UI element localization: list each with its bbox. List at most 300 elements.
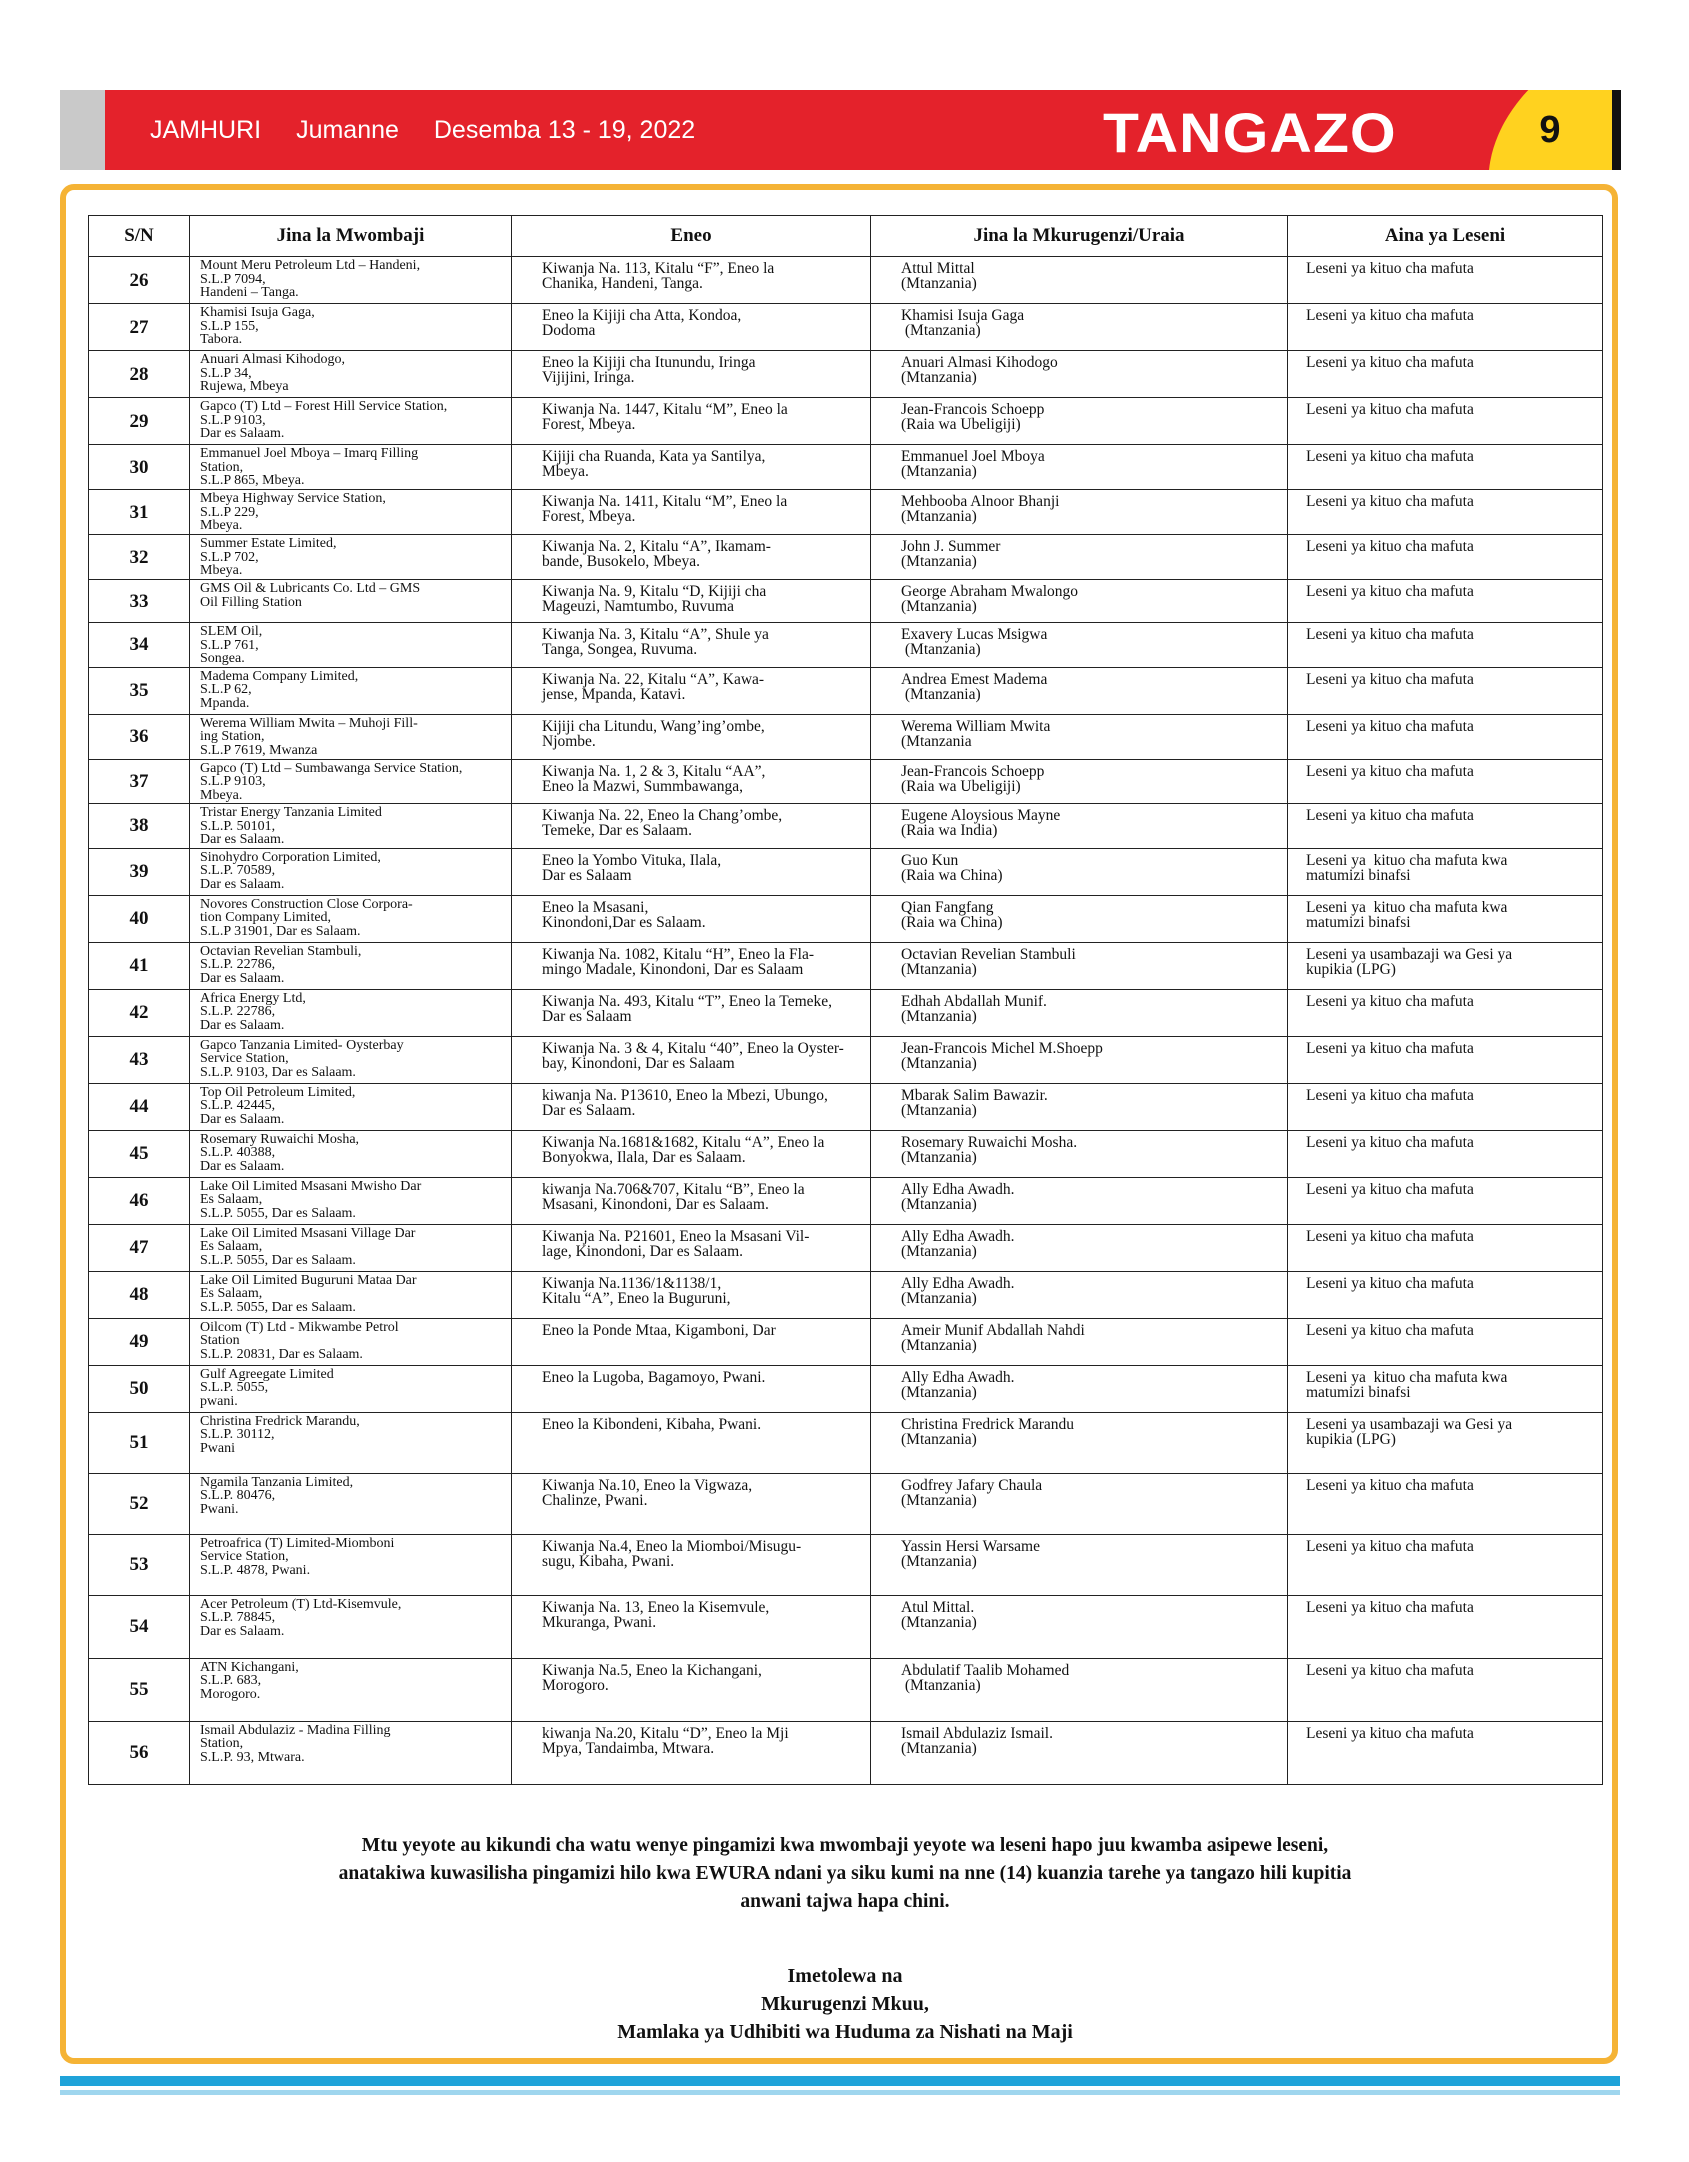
director-line: (Mtanzania) <box>901 641 981 658</box>
license-line: Leseni ya kituo cha mafuta <box>1306 1274 1474 1292</box>
director-cell-content <box>901 1085 1283 1118</box>
applicant-line: Gapco (T) Ltd – Forest Hill Service Station, <box>200 399 448 414</box>
director-cell <box>871 1036 1288 1083</box>
signature-line: Mamlaka ya Udhibiti wa Huduma za Nishati na Maji <box>617 2021 1073 2043</box>
location-cell-content <box>542 761 866 794</box>
applicant-cell-content <box>200 805 507 847</box>
applicant-cell-content <box>200 446 507 488</box>
license-line: Leseni ya kituo cha mafuta <box>1306 538 1474 555</box>
applicant-line: S.L.P 702, <box>200 549 259 565</box>
table-row <box>89 1224 1603 1271</box>
director-line: Ameir Munif Abdallah Nahdi <box>901 1321 1085 1339</box>
license-line: Leseni ya kituo cha mafuta <box>1306 354 1474 371</box>
license-line: Leseni ya kituo cha mafuta <box>1306 1133 1474 1151</box>
license-line: Leseni ya kituo cha mafuta <box>1306 401 1474 418</box>
director-cell <box>871 535 1288 580</box>
row-sn: 47 <box>89 1224 190 1271</box>
director-cell <box>871 1177 1288 1224</box>
director-line: Jean-Francois Schoepp <box>901 762 1045 780</box>
location-cell-content <box>542 1179 866 1212</box>
location-cell-content <box>542 536 866 569</box>
location-cell <box>512 445 871 490</box>
row-sn: 54 <box>89 1595 190 1658</box>
license-type-cell <box>1288 1177 1603 1224</box>
location-line: Kiwanja Na. 2, Kitalu “A”, Ikamam- <box>542 538 771 555</box>
license-line: Leseni ya kituo cha mafuta <box>1306 1039 1474 1057</box>
license-line: Leseni ya kituo cha mafuta <box>1306 1086 1474 1104</box>
applicant-line: S.L.P. 20831, Dar es Salaam. <box>200 1346 363 1362</box>
director-line: (Mtanzania <box>901 732 972 750</box>
applicant-cell-content <box>200 1660 507 1702</box>
license-type-cell <box>1288 580 1603 623</box>
license-type-cell <box>1288 304 1603 351</box>
applicant-line: S.L.P. 78845, <box>200 1610 276 1625</box>
applicant-line: Sinohydro Corporation Limited, <box>200 849 381 865</box>
location-line: Kiwanja Na.10, Eneo la Vigwaza, <box>542 1476 753 1494</box>
location-cell <box>512 1224 871 1271</box>
applicant-line: Lake Oil Limited Msasani Village Dar <box>200 1225 416 1241</box>
license-type-cell-content <box>1306 1414 1598 1447</box>
location-line: Vijijini, Iringa. <box>542 369 635 386</box>
applicant-line: GMS Oil & Lubricants Co. Ltd – GMS <box>200 581 421 596</box>
applicant-line: S.L.P. 4878, Pwani. <box>200 1562 311 1578</box>
location-line: lage, Kinondoni, Dar es Salaam. <box>542 1242 744 1260</box>
row-sn: 56 <box>89 1721 190 1784</box>
objection-notice <box>200 1832 1490 1916</box>
applicant-line: S.L.P. 683, <box>200 1673 262 1688</box>
table-row <box>89 1721 1603 1784</box>
applicant-cell <box>190 398 512 445</box>
location-cell-content <box>542 581 866 614</box>
applicant-line: Dar es Salaam. <box>200 1017 285 1033</box>
license-type-cell-content <box>1306 581 1598 599</box>
location-cell <box>512 490 871 535</box>
notice-line: anatakiwa kuwasilisha pingamizi hilo kwa EWURA ndani ya siku kumi na nne (14) kuanzia tarehe ya tangazo hili kupitia <box>338 1863 1352 1884</box>
col-header-sn: S/N <box>89 216 190 257</box>
director-line: Werema William Mwita <box>901 717 1051 735</box>
applicant-line: S.L.P. 42445, <box>200 1098 276 1113</box>
location-cell <box>512 257 871 304</box>
location-line: Mkuranga, Pwani. <box>542 1613 657 1631</box>
license-type-cell-content <box>1306 897 1598 930</box>
license-type-cell-content <box>1306 805 1598 823</box>
applicant-line: S.L.P. 30112, <box>200 1427 275 1442</box>
director-line: (Mtanzania) <box>901 1054 977 1072</box>
director-line: (Mtanzania) <box>901 1552 977 1570</box>
license-type-cell <box>1288 1412 1603 1473</box>
applicant-line: Mbeya. <box>200 787 243 803</box>
row-sn: 39 <box>89 848 190 895</box>
location-cell-content <box>542 805 866 838</box>
location-line: Eneo la Ponde Mtaa, Kigamboni, Dar <box>542 1321 776 1339</box>
location-line: Msasani, Kinondoni, Dar es Salaam. <box>542 1195 769 1213</box>
director-cell-content <box>901 1536 1283 1569</box>
applicant-cell <box>190 1083 512 1130</box>
director-line: (Raia wa Ubeligiji) <box>901 416 1021 433</box>
applicant-cell <box>190 1318 512 1365</box>
applicant-line: Station, <box>200 1736 244 1751</box>
director-cell-content <box>901 944 1283 977</box>
director-line: Jean-Francois Michel M.Shoepp <box>901 1039 1103 1057</box>
director-cell-content <box>901 399 1283 432</box>
license-type-cell <box>1288 1130 1603 1177</box>
location-line: kiwanja Na.706&707, Kitalu “B”, Eneo la <box>542 1180 805 1198</box>
director-line: Andrea Emest Madema <box>901 670 1048 688</box>
director-line: (Mtanzania) <box>901 463 977 480</box>
location-line: bande, Busokelo, Mbeya. <box>542 553 700 570</box>
director-line: (Raia wa China) <box>901 866 1003 884</box>
director-cell <box>871 942 1288 989</box>
director-cell <box>871 1365 1288 1412</box>
director-cell <box>871 1412 1288 1473</box>
license-line: matumizi binafsi <box>1306 866 1411 884</box>
applicant-line: Morogoro. <box>200 1686 261 1702</box>
location-line: Kiwanja Na. 3, Kitalu “A”, Shule ya <box>542 626 769 643</box>
applicant-cell <box>190 1271 512 1318</box>
director-cell-content <box>901 305 1283 338</box>
applicant-cell <box>190 1473 512 1534</box>
director-cell <box>871 667 1288 714</box>
director-line: (Mtanzania) <box>901 1148 977 1166</box>
row-sn: 33 <box>89 580 190 623</box>
location-cell <box>512 895 871 942</box>
location-cell <box>512 1130 871 1177</box>
location-cell-content <box>542 1597 866 1630</box>
applicant-line: S.L.P. 9103, Dar es Salaam. <box>200 1064 356 1080</box>
row-sn: 28 <box>89 351 190 398</box>
applicant-line: Mbeya. <box>200 518 243 533</box>
license-line: Leseni ya kituo cha mafuta <box>1306 717 1474 735</box>
director-line: Mbarak Salim Bawazir. <box>901 1086 1048 1104</box>
director-cell-content <box>901 761 1283 794</box>
header-grey-block <box>60 90 105 170</box>
license-type-cell-content <box>1306 399 1598 417</box>
director-cell <box>871 580 1288 623</box>
director-cell <box>871 1473 1288 1534</box>
director-cell <box>871 445 1288 490</box>
director-cell-content <box>901 850 1283 883</box>
license-line: Leseni ya kituo cha mafuta kwa <box>1306 851 1508 869</box>
applicant-cell-content <box>200 1320 507 1362</box>
location-cell-content <box>542 1414 866 1432</box>
applicant-line: S.L.P. 5055, Dar es Salaam. <box>200 1205 356 1221</box>
director-cell <box>871 848 1288 895</box>
director-line: Emmanuel Joel Mboya <box>901 448 1045 465</box>
license-type-cell-content <box>1306 352 1598 370</box>
director-line: Exavery Lucas Msigwa <box>901 626 1048 643</box>
applicant-line: Pwani. <box>200 1501 239 1517</box>
applicant-line: Es Salaam, <box>200 1286 263 1301</box>
applicant-cell <box>190 1721 512 1784</box>
location-cell <box>512 1177 871 1224</box>
row-sn: 29 <box>89 398 190 445</box>
director-line: (Mtanzania) <box>901 1613 977 1631</box>
row-sn: 34 <box>89 623 190 668</box>
location-cell <box>512 1318 871 1365</box>
applicant-cell-content <box>200 491 507 533</box>
applicant-cell <box>190 759 512 804</box>
applicant-line: Service Station, <box>200 1051 289 1066</box>
director-line: Godfrey Jafary Chaula <box>901 1476 1043 1494</box>
director-cell <box>871 1721 1288 1784</box>
applicant-cell-content <box>200 944 507 986</box>
notice-line: anwani tajwa hapa chini. <box>740 1891 950 1912</box>
applicant-cell-content <box>200 716 507 758</box>
director-line: (Mtanzania) <box>901 1336 977 1354</box>
license-line: matumizi binafsi <box>1306 1383 1411 1401</box>
license-line: Leseni ya kituo cha mafuta <box>1306 1180 1474 1198</box>
location-line: Kijiji cha Litundu, Wang’ing’ombe, <box>542 717 765 735</box>
license-type-cell-content <box>1306 991 1598 1009</box>
applicant-line: Ngamila Tanzania Limited, <box>200 1474 354 1490</box>
location-cell <box>512 1036 871 1083</box>
applicant-cell <box>190 1130 512 1177</box>
table-row <box>89 1365 1603 1412</box>
director-line: John J. Summer <box>901 538 1001 555</box>
location-line: Eneo la Kijiji cha Atta, Kondoa, <box>542 307 742 324</box>
applicant-line: Dar es Salaam. <box>200 1111 285 1127</box>
applicant-cell <box>190 804 512 849</box>
table-row <box>89 1658 1603 1721</box>
applicant-cell-content <box>200 258 507 300</box>
table-row <box>89 895 1603 942</box>
applicant-cell-content <box>200 1226 507 1268</box>
location-cell <box>512 714 871 759</box>
location-cell <box>512 580 871 623</box>
applicant-cell-content <box>200 1038 507 1080</box>
location-cell-content <box>542 897 866 930</box>
director-cell <box>871 623 1288 668</box>
license-type-cell-content <box>1306 716 1598 734</box>
applicant-line: Anuari Almasi Kihodogo, <box>200 352 346 367</box>
row-sn: 31 <box>89 490 190 535</box>
location-line: Kiwanja Na. 493, Kitalu “T”, Eneo la Temeke, <box>542 992 833 1010</box>
applicant-line: Songea. <box>200 651 245 666</box>
row-sn: 50 <box>89 1365 190 1412</box>
location-line: Dar es Salaam <box>542 1007 632 1025</box>
table-row <box>89 759 1603 804</box>
license-type-cell <box>1288 1534 1603 1595</box>
applicant-line: S.L.P. 5055, Dar es Salaam. <box>200 1252 356 1268</box>
location-line: Eneo la Yombo Vituka, Ilala, <box>542 851 722 869</box>
applicant-line: Summer Estate Limited, <box>200 536 337 551</box>
location-cell-content <box>542 1536 866 1569</box>
applicant-line: Christina Fredrick Marandu, <box>200 1413 360 1429</box>
director-cell-content <box>901 1367 1283 1400</box>
location-cell-content <box>542 1660 866 1693</box>
row-sn: 46 <box>89 1177 190 1224</box>
license-line: Leseni ya usambazaji wa Gesi ya <box>1306 1415 1513 1433</box>
applicant-line: tion Company Limited, <box>200 910 332 925</box>
director-line: (Mtanzania) <box>901 275 977 292</box>
location-cell-content <box>542 669 866 702</box>
license-type-cell <box>1288 1365 1603 1412</box>
applicant-line: S.L.P 31901, Dar es Salaam. <box>200 923 361 939</box>
location-cell <box>512 1721 871 1784</box>
table-row <box>89 304 1603 351</box>
license-type-cell <box>1288 257 1603 304</box>
license-line: matumizi binafsi <box>1306 913 1411 931</box>
license-type-cell <box>1288 667 1603 714</box>
location-line: Kiwanja Na. P21601, Eneo la Msasani Vil- <box>542 1227 810 1245</box>
table-row <box>89 445 1603 490</box>
license-line: Leseni ya kituo cha mafuta <box>1306 307 1474 324</box>
applicant-cell <box>190 490 512 535</box>
director-cell-content <box>901 536 1283 569</box>
applicant-cell-content <box>200 536 507 578</box>
license-type-cell <box>1288 1658 1603 1721</box>
director-cell-content <box>901 1273 1283 1306</box>
applicant-line: S.L.P. 22786, <box>200 957 276 972</box>
location-cell-content <box>542 1723 866 1756</box>
row-sn: 53 <box>89 1534 190 1595</box>
table-row <box>89 1534 1603 1595</box>
location-cell-content <box>542 1320 866 1338</box>
location-line: Mageuzi, Namtumbo, Ruvuma <box>542 598 734 615</box>
license-type-cell <box>1288 535 1603 580</box>
location-cell <box>512 535 871 580</box>
director-cell-content <box>901 491 1283 524</box>
location-line: Tanga, Songea, Ruvuma. <box>542 641 698 658</box>
license-type-cell-content <box>1306 1226 1598 1244</box>
director-cell <box>871 257 1288 304</box>
location-line: Mbeya. <box>542 463 589 480</box>
location-cell <box>512 1271 871 1318</box>
applicant-line: Dar es Salaam. <box>200 1623 285 1639</box>
applicant-cell <box>190 1412 512 1473</box>
applicant-line: S.L.P 865, Mbeya. <box>200 473 305 488</box>
applicant-cell <box>190 989 512 1036</box>
applicant-line: Madema Company Limited, <box>200 668 359 684</box>
applicant-cell <box>190 351 512 398</box>
location-line: Eneo la Lugoba, Bagamoyo, Pwani. <box>542 1368 766 1386</box>
license-type-cell <box>1288 1318 1603 1365</box>
director-line: (Mtanzania) <box>901 685 981 703</box>
license-type-cell-content <box>1306 624 1598 642</box>
director-cell-content <box>901 1179 1283 1212</box>
location-cell-content <box>542 399 866 432</box>
col-header-location: Eneo <box>512 216 871 257</box>
applicant-line: Mount Meru Petroleum Ltd – Handeni, <box>200 258 421 273</box>
applicant-cell-content <box>200 1273 507 1315</box>
license-type-cell <box>1288 490 1603 535</box>
applicant-line: Mpanda. <box>200 695 250 711</box>
applicant-line: pwani. <box>200 1393 238 1409</box>
location-cell-content <box>542 716 866 749</box>
director-line: Rosemary Ruwaichi Mosha. <box>901 1133 1078 1151</box>
director-line: Ally Edha Awadh. <box>901 1368 1015 1386</box>
license-line: kupikia (LPG) <box>1306 1430 1396 1448</box>
applicant-line: Petroafrica (T) Limited-Miomboni <box>200 1535 395 1551</box>
table-header-row <box>89 216 1603 257</box>
row-sn: 26 <box>89 257 190 304</box>
location-line: sugu, Kibaha, Pwani. <box>542 1552 675 1570</box>
location-cell-content <box>542 850 866 883</box>
director-cell <box>871 398 1288 445</box>
license-line: Leseni ya kituo cha mafuta <box>1306 448 1474 465</box>
location-cell-content <box>542 352 866 385</box>
table-row <box>89 535 1603 580</box>
row-sn: 37 <box>89 759 190 804</box>
license-type-cell-content <box>1306 1273 1598 1291</box>
license-type-cell <box>1288 942 1603 989</box>
location-line: Forest, Mbeya. <box>542 508 636 525</box>
license-type-cell <box>1288 1224 1603 1271</box>
applicant-line: Africa Energy Ltd, <box>200 990 306 1006</box>
applicant-line: Es Salaam, <box>200 1192 263 1207</box>
director-cell-content <box>901 897 1283 930</box>
location-line: Chalinze, Pwani. <box>542 1491 648 1509</box>
location-line: Kiwanja Na. 1082, Kitalu “H”, Eneo la Fla- <box>542 945 815 963</box>
director-line: (Mtanzania) <box>901 1491 977 1509</box>
license-line: Leseni ya kituo cha mafuta <box>1306 1476 1474 1494</box>
issue-day: Jumanne <box>296 116 399 144</box>
section-title: TANGAZO <box>1103 101 1397 164</box>
director-line: (Mtanzania) <box>901 1383 977 1401</box>
director-cell <box>871 1318 1288 1365</box>
director-cell-content <box>901 624 1283 657</box>
location-line: Kiwanja Na. 1411, Kitalu “M”, Eneo la <box>542 493 788 510</box>
applicant-line: Lake Oil Limited Msasani Mwisho Dar <box>200 1178 422 1194</box>
header-meta <box>150 90 723 170</box>
applicant-cell-content <box>200 850 507 892</box>
director-cell-content <box>901 1226 1283 1259</box>
license-type-cell-content <box>1306 1132 1598 1150</box>
table-row <box>89 1318 1603 1365</box>
table-body <box>89 257 1603 1785</box>
row-sn: 32 <box>89 535 190 580</box>
applicant-line: S.L.P 9103, <box>200 774 266 789</box>
license-type-cell-content <box>1306 1723 1598 1741</box>
applicant-cell-content <box>200 305 507 347</box>
col-header-applicant: Jina la Mwombaji <box>190 216 512 257</box>
license-type-cell-content <box>1306 1597 1598 1615</box>
applicant-cell-content <box>200 669 507 711</box>
location-line: Forest, Mbeya. <box>542 416 636 433</box>
row-sn: 55 <box>89 1658 190 1721</box>
applicant-line: Novores Construction Close Corpora- <box>200 896 413 912</box>
location-cell <box>512 1473 871 1534</box>
applicant-line: Dar es Salaam. <box>200 970 285 986</box>
license-line: Leseni ya kituo cha mafuta <box>1306 1598 1474 1616</box>
applicant-cell-content <box>200 1085 507 1127</box>
license-type-cell <box>1288 1473 1603 1534</box>
location-cell <box>512 398 871 445</box>
table-row <box>89 1271 1603 1318</box>
applicant-line: ing Station, <box>200 729 265 744</box>
location-cell <box>512 351 871 398</box>
applicant-line: S.L.P 7619, Mwanza <box>200 742 318 758</box>
license-type-cell-content <box>1306 305 1598 323</box>
director-line: (Mtanzania) <box>901 322 981 339</box>
applicant-cell-content <box>200 581 507 609</box>
license-line: Leseni ya kituo cha mafuta <box>1306 1724 1474 1742</box>
applicant-cell-content <box>200 352 507 394</box>
location-line: Kijiji cha Ruanda, Kata ya Santilya, <box>542 448 766 465</box>
director-line: Ismail Abdulaziz Ismail. <box>901 1724 1053 1742</box>
license-line: Leseni ya kituo cha mafuta <box>1306 626 1474 643</box>
applicant-line: Rosemary Ruwaichi Mosha, <box>200 1131 360 1147</box>
director-line: Abdulatif Taalib Mohamed <box>901 1661 1070 1679</box>
applicant-line: Es Salaam, <box>200 1239 263 1254</box>
director-line: Eugene Aloysious Mayne <box>901 807 1061 824</box>
director-line: (Mtanzania) <box>901 960 977 978</box>
page-number: 9 <box>1539 109 1561 151</box>
applicant-cell <box>190 1595 512 1658</box>
license-line: Leseni ya kituo cha mafuta kwa <box>1306 1368 1508 1386</box>
director-line: Ally Edha Awadh. <box>901 1227 1015 1245</box>
location-line: bay, Kinondoni, Dar es Salaam <box>542 1054 735 1072</box>
